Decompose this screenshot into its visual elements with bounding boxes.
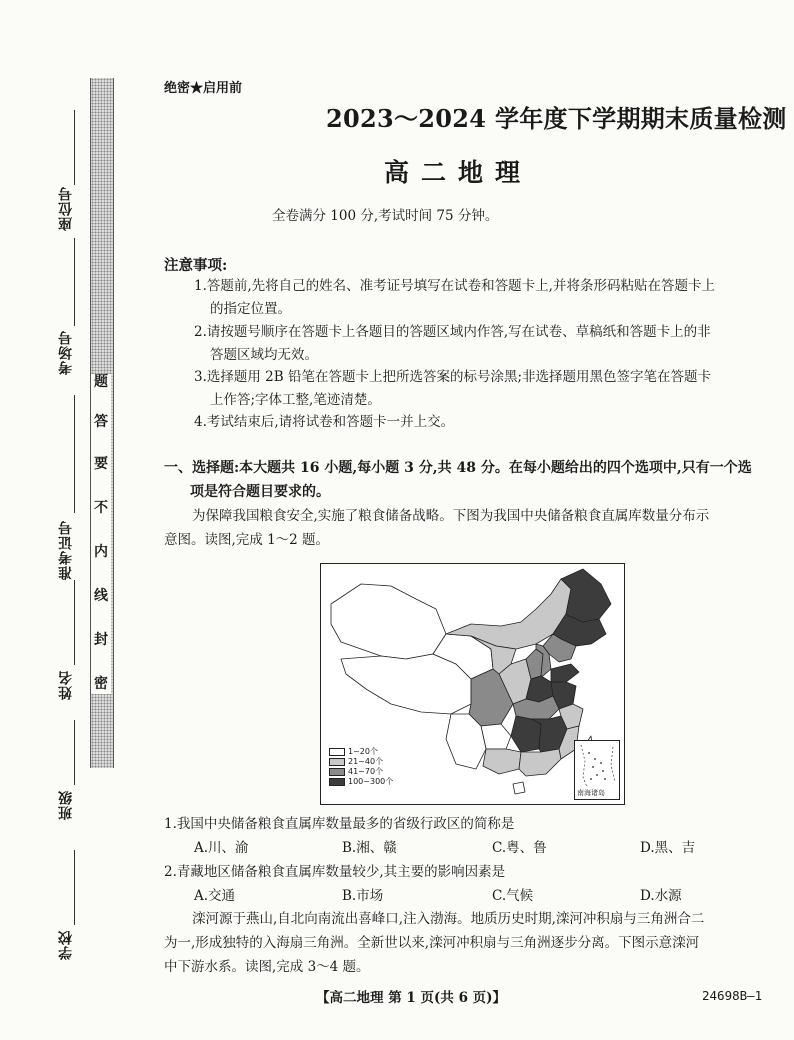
binding-char: 线: [94, 588, 108, 604]
notice-item-1-cont: 的指定位置。: [210, 301, 291, 317]
legend-row: [329, 747, 393, 757]
passage-1: 为保障我国粮食安全,实施了粮食储备战略。下图为我国中央储备粮食直属库数量分布示: [192, 508, 710, 524]
confidential-mark: 绝密★启用前: [164, 81, 243, 96]
question-2-option-a[interactable]: A.交通: [194, 888, 236, 904]
page-footer: 【高二地理 第 1 页(共 6 页)】: [316, 990, 507, 1006]
class-line[interactable]: [74, 720, 75, 785]
legend-row: [329, 757, 393, 767]
passage-2: 滦河源于燕山,自北向南流出喜峰口,注入渤海。地质历史时期,滦河冲积扇与三角洲合二: [192, 911, 705, 927]
notice-item-2: 2.请按题号顺序在答题卡上各题目的答题区域内作答,写在试卷、草稿纸和答题卡上的非: [194, 324, 711, 340]
question-2-stem: 2.青藏地区储备粮食直属库数量较少,其主要的影响因素是: [164, 864, 506, 880]
notice-heading: 注意事项:: [164, 257, 228, 274]
region-guangdong: [519, 749, 561, 776]
binding-char: 封: [94, 632, 108, 648]
passage-1-cont: 意图。读图,完成 1～2 题。: [164, 532, 330, 548]
question-2-option-c[interactable]: C.气候: [492, 888, 534, 904]
question-1-option-a[interactable]: A.川、渝: [194, 840, 249, 856]
school-line[interactable]: [74, 850, 75, 925]
question-1-option-c[interactable]: C.粤、鲁: [492, 840, 547, 856]
exam-room-label: 考场号: [58, 330, 74, 375]
class-label: 班级: [58, 790, 74, 820]
legend-swatch: [329, 748, 345, 756]
question-2-option-b[interactable]: B.市场: [342, 888, 384, 904]
region-hainan: [513, 782, 525, 794]
legend-row: [329, 767, 393, 777]
binding-char: 要: [94, 456, 108, 472]
binding-char: 答: [94, 414, 108, 430]
subject-title: 高二地理: [384, 158, 533, 187]
admission-number-label: 准考证号: [58, 520, 74, 580]
paper-code: 24698B—1: [702, 988, 763, 1003]
seat-number-line[interactable]: [74, 110, 75, 185]
binding-char: 内: [94, 544, 108, 560]
question-1-stem: 1.我国中央储备粮食直属库数量最多的省级行政区的简称是: [164, 816, 515, 832]
map-legend: [329, 747, 393, 787]
region-guangxi: [483, 749, 521, 774]
region-xinjiang: [331, 584, 446, 659]
legend-label: 41~70个: [348, 767, 384, 776]
section-heading: 一、选择题:本大题共 16 小题,每小题 3 分,共 48 分。在每小题给出的四个选项中,只有一个选: [164, 460, 752, 476]
legend-swatch: [329, 778, 345, 786]
exam-title: 2023～2024 学年度下学期期末质量检测: [326, 104, 787, 133]
legend-row: [329, 777, 393, 787]
score-info: 全卷满分 100 分,考试时间 75 分钟。: [272, 208, 499, 224]
school-label: 学校: [58, 930, 74, 960]
passage-2-cont: 中下游水系。读图,完成 3～4 题。: [164, 959, 370, 975]
seat-number-label: 座位号: [58, 186, 74, 231]
legend-swatch: [329, 758, 345, 766]
section-heading-cont: 项是符合题目要求的。: [190, 484, 330, 500]
notice-item-2-cont: 答题区域均无效。: [210, 347, 318, 363]
grain-depot-map: [320, 563, 625, 805]
legend-label: 1~20个: [348, 747, 378, 756]
notice-item-3-cont: 上作答;字体工整,笔迹清楚。: [210, 392, 381, 408]
binding-char: 题: [94, 374, 108, 390]
binding-char: 不: [94, 500, 108, 516]
notice-item-4: 4.考试结束后,请将试卷和答题卡一并上交。: [194, 414, 455, 430]
legend-swatch: [329, 768, 345, 776]
name-line[interactable]: [74, 580, 75, 665]
notice-item-1: 1.答题前,先将自己的姓名、准考证号填写在试卷和答题卡上,并将条形码粘贴在答题卡上: [194, 278, 715, 294]
name-label: 姓名: [58, 670, 74, 700]
exam-room-line[interactable]: [74, 238, 75, 326]
south-china-sea-inset: [574, 740, 620, 800]
notice-item-3: 3.选择题用 2B 铅笔在答题卡上把所选答案的标号涂黑;非选择题用黑色签字笔在答题卡: [194, 369, 712, 385]
admission-number-line[interactable]: [74, 395, 75, 513]
inset-label: 南海诸岛: [577, 789, 605, 797]
legend-label: 21~40个: [348, 757, 384, 766]
region-tibet: [341, 654, 471, 714]
passage-2-cont: 为一,形成独特的入海扇三角洲。全新世以来,滦河冲积扇与三角洲逐步分离。下图示意滦河: [164, 935, 700, 951]
question-1-option-b[interactable]: B.湘、赣: [342, 840, 397, 856]
binding-char: 密: [94, 676, 108, 692]
question-1-option-d[interactable]: D.黑、吉: [640, 840, 696, 856]
question-2-option-d[interactable]: D.水源: [640, 888, 682, 904]
legend-label: 100~300个: [348, 777, 394, 786]
region-shandong: [551, 664, 579, 682]
